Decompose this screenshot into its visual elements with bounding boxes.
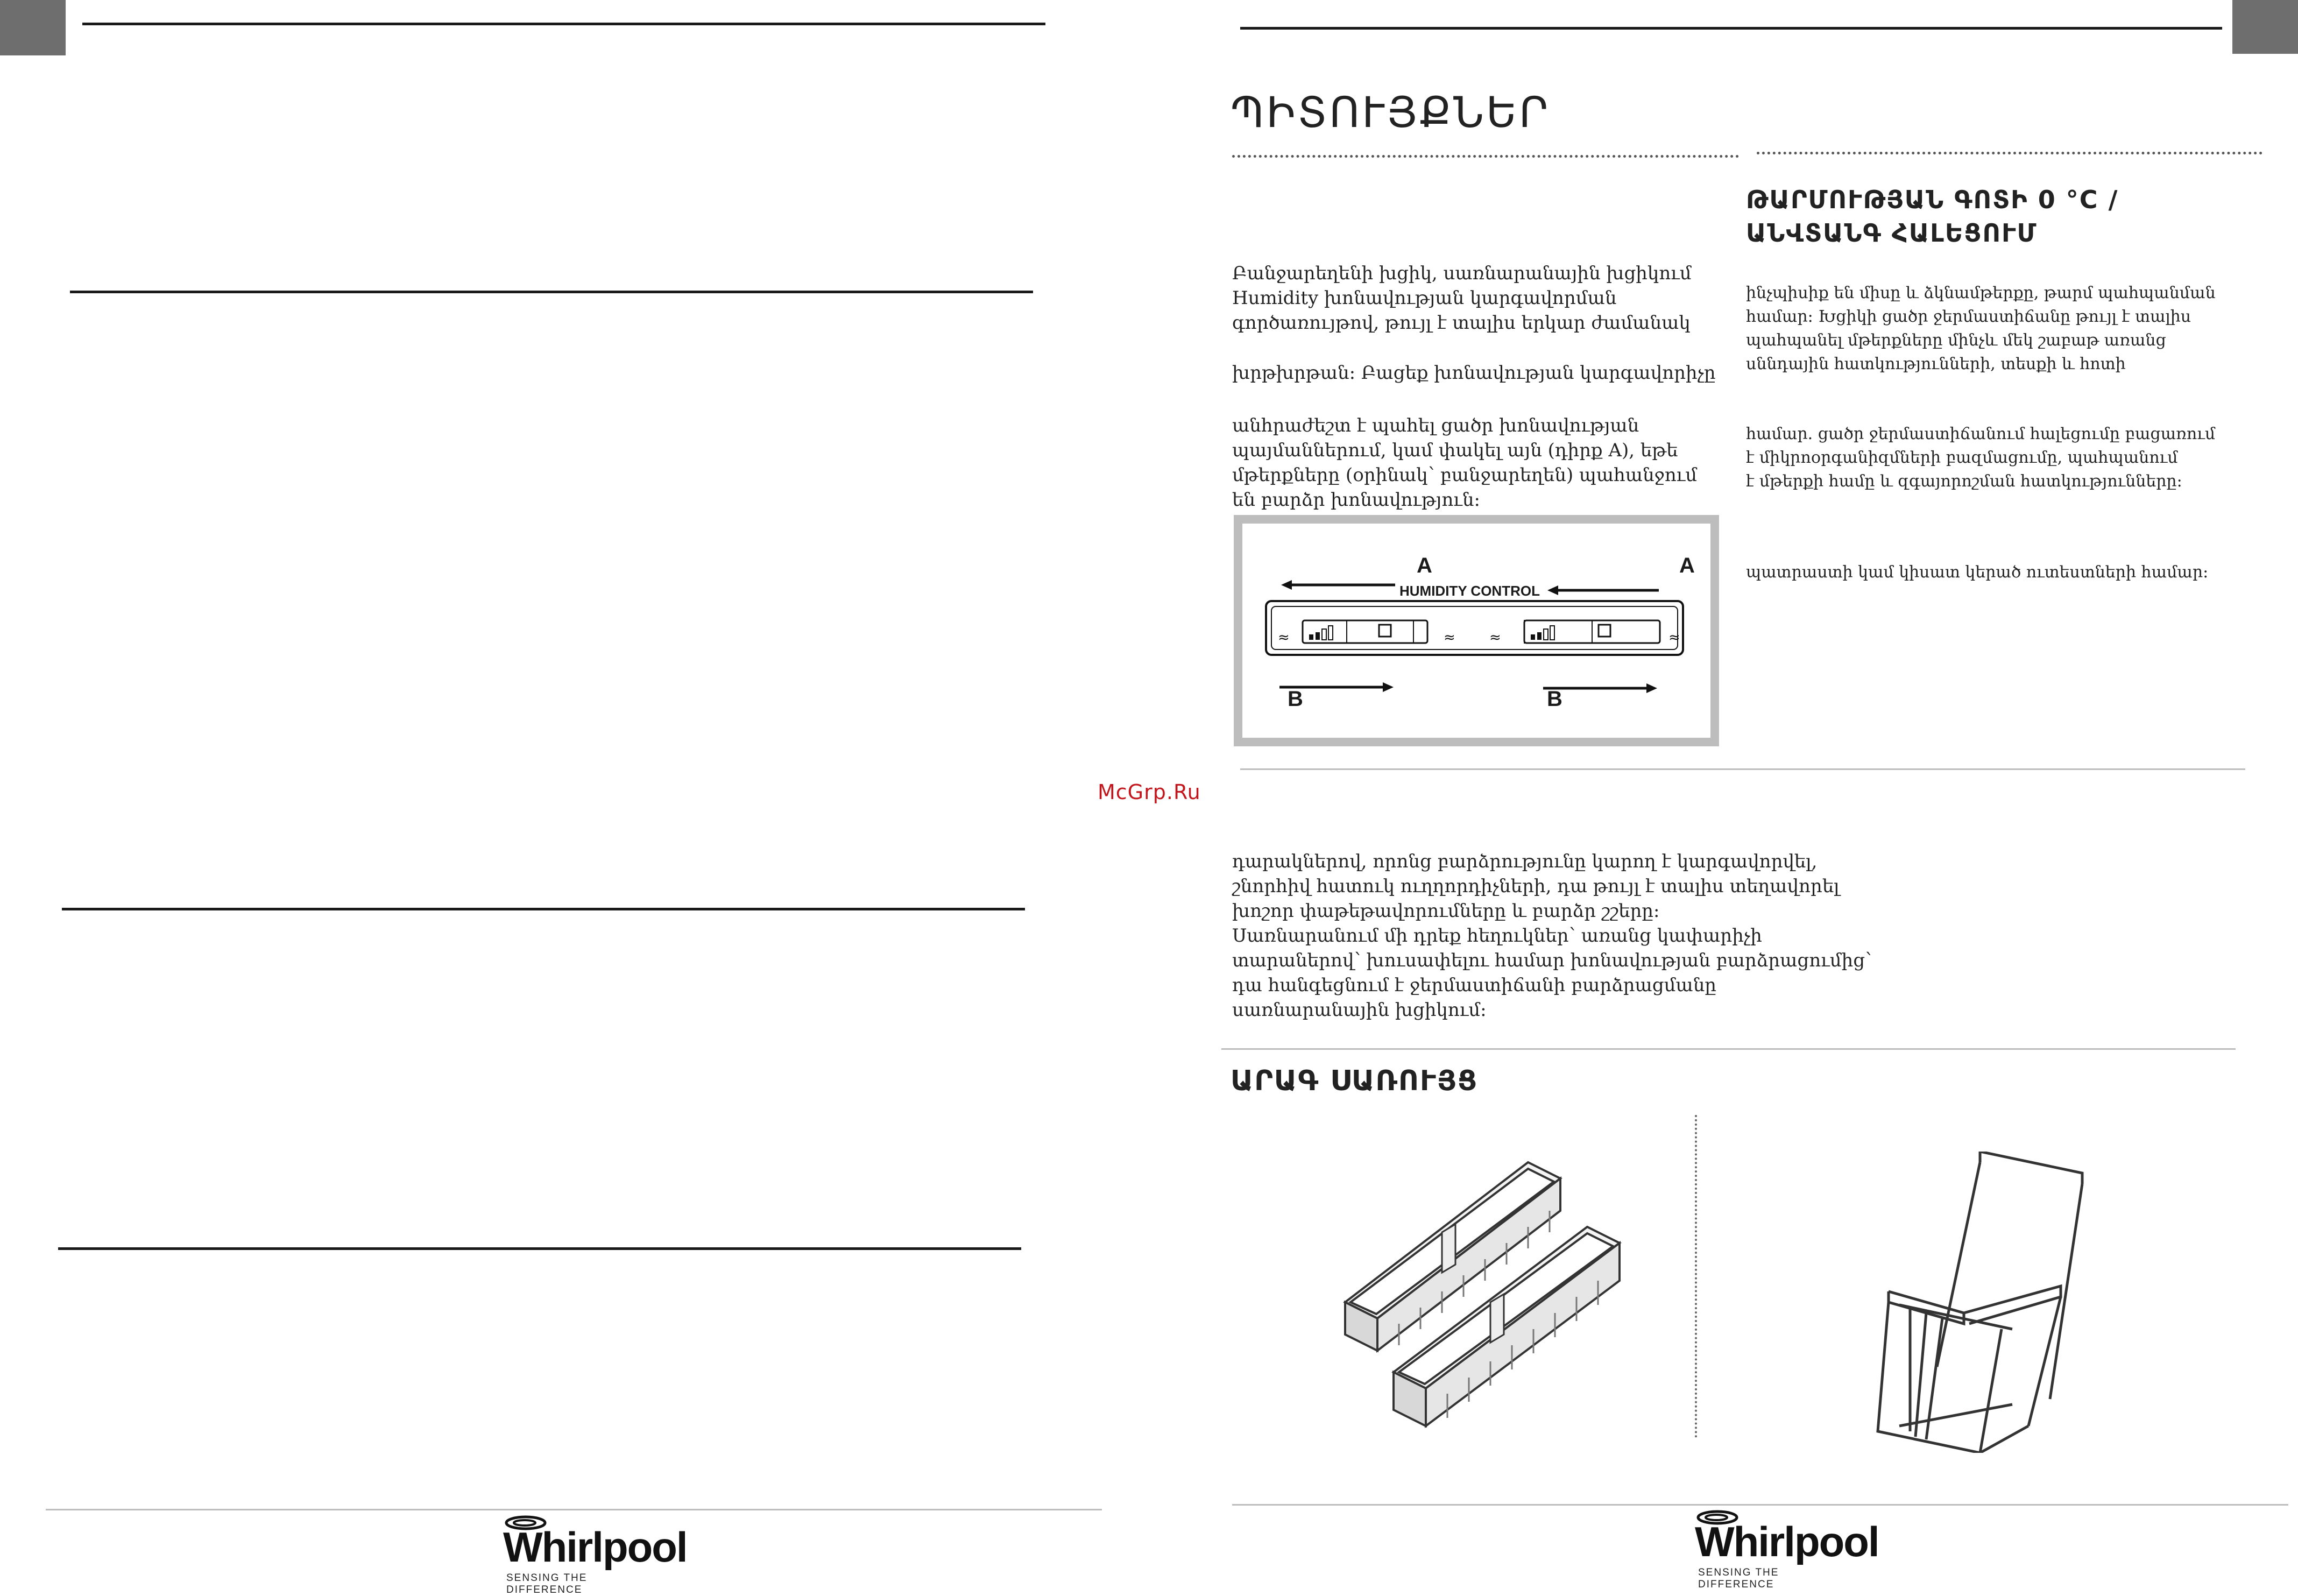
- diagram-label-b-right: B: [1547, 687, 1562, 711]
- humidity-paragraph-3: անհրաժեշտ է պահել ցածր խոնավության պայմաններում, կամ փակել այն (դիրք A), եթե մթերքները (օրինակ՝ բանջարեղեն) պահանջում են բարձր խոնավություն:: [1232, 415, 1698, 511]
- page-corner-tab-right: [2232, 0, 2298, 54]
- svg-text:≈: ≈: [1444, 630, 1455, 646]
- left-section-rule-3: [58, 1247, 1021, 1250]
- freshness-paragraph-1: ինչպիսիք են միսը և ձկնամթերքը, թարմ պահպանման համար: Խցիկի ցածր ջերմաստիճանը թույլ է տալիս պահպանել մթերքները մինչև մեկ շաբաթ առանց սննդային հատկությունների, տեսքի և հոտի: [1746, 284, 2216, 373]
- whirlpool-logo-left: [503, 1512, 687, 1595]
- right-section-rule-1: [1240, 768, 2245, 770]
- left-section-rule-2: [62, 908, 1025, 910]
- fast-ice-heading: ԱՐԱԳ ՍԱՌՈՒՅՑ: [1231, 1065, 1479, 1097]
- diagram-control-label: HUMIDITY CONTROL: [1399, 583, 1540, 599]
- title-dotted-rule-left: [1232, 155, 1739, 158]
- left-footer-rule: [46, 1509, 1102, 1510]
- wire-rack-illustration: [1867, 1152, 2120, 1453]
- watermark: McGrp.Ru: [1098, 780, 1201, 804]
- logo-tagline: SENSING THE DIFFERENCE: [1698, 1567, 1779, 1590]
- ice-trays-illustration: [1334, 1157, 1636, 1458]
- logo-tagline: SENSING THE DIFFERENCE: [506, 1572, 588, 1595]
- humidity-paragraph-2: խրթխրթան: Բացեք խոնավության կարգավորիչը: [1232, 362, 1716, 384]
- logo-wordmark: Whirlpool: [1695, 1518, 1879, 1565]
- freshness-zone-heading: ԹԱՐՄՈՒԹՅԱՆ ԳՈՏԻ 0 °C / ԱՆՎՏԱՆԳ ՀԱԼԵՑՈՒՄ: [1746, 185, 2119, 248]
- left-section-rule-1: [70, 291, 1033, 293]
- humidity-paragraph-1: Բանջարեղենի խցիկ, սառնարանային խցիկում Humidity խոնավության կարգավորման գործառույթով, թույլ է տալիս երկար ժամանակ: [1232, 263, 1692, 334]
- left-top-rule: [82, 23, 1045, 25]
- diagram-label-a-right: A: [1679, 554, 1695, 577]
- freshness-paragraph-3: պատրաստի կամ կիսատ կերած ուտեստների համար:: [1746, 563, 2209, 582]
- svg-text:≈: ≈: [1278, 630, 1290, 646]
- freshness-paragraph-2: համար. ցածր ջերմաստիճանում հալեցումը բացառում է միկրոօրգանիզմների բազմացումը, պահպանում է մթերքի համը և զգայորոշման հատկությունները:: [1746, 425, 2216, 491]
- diagram-label-a-left: A: [1417, 554, 1432, 577]
- right-top-rule: [1240, 27, 2222, 30]
- logo-wordmark: Whirlpool: [503, 1523, 687, 1571]
- title-dotted-rule-right: [1757, 152, 2262, 154]
- page-corner-tab-left: [0, 0, 66, 55]
- page-title: ՊԻՏՈՒՅՔՆԵՐ: [1231, 89, 1551, 137]
- right-footer-rule: [1232, 1504, 2288, 1506]
- shelves-paragraph: դարակներով, որոնց բարձրությունը կարող է կարգավորվել, շնորհիվ հատուկ ուղղորդիչների, դա թույլ է տալիս տեղավորել խոշոր փաթեթավորումները և բարձր շշերը: Սառնարանում մի դրեք հեղուկներ՝ առանց կափարիչի տարաներով՝ խուսափելու համար խոնավության բարձրացումից՝ դա հանգեցնում է ջերմաստիճանի բարձրացմանը սառնարանային խցիկում:: [1232, 851, 1872, 1021]
- ice-column-divider: [1695, 1115, 1697, 1438]
- diagram-label-b-left: B: [1288, 687, 1303, 711]
- svg-text:≈: ≈: [1489, 630, 1501, 646]
- whirlpool-logo-right: [1695, 1507, 1879, 1590]
- humidity-control-diagram: [1234, 515, 1719, 746]
- right-section-rule-2: [1221, 1048, 2236, 1050]
- svg-text:≈: ≈: [1668, 630, 1680, 646]
